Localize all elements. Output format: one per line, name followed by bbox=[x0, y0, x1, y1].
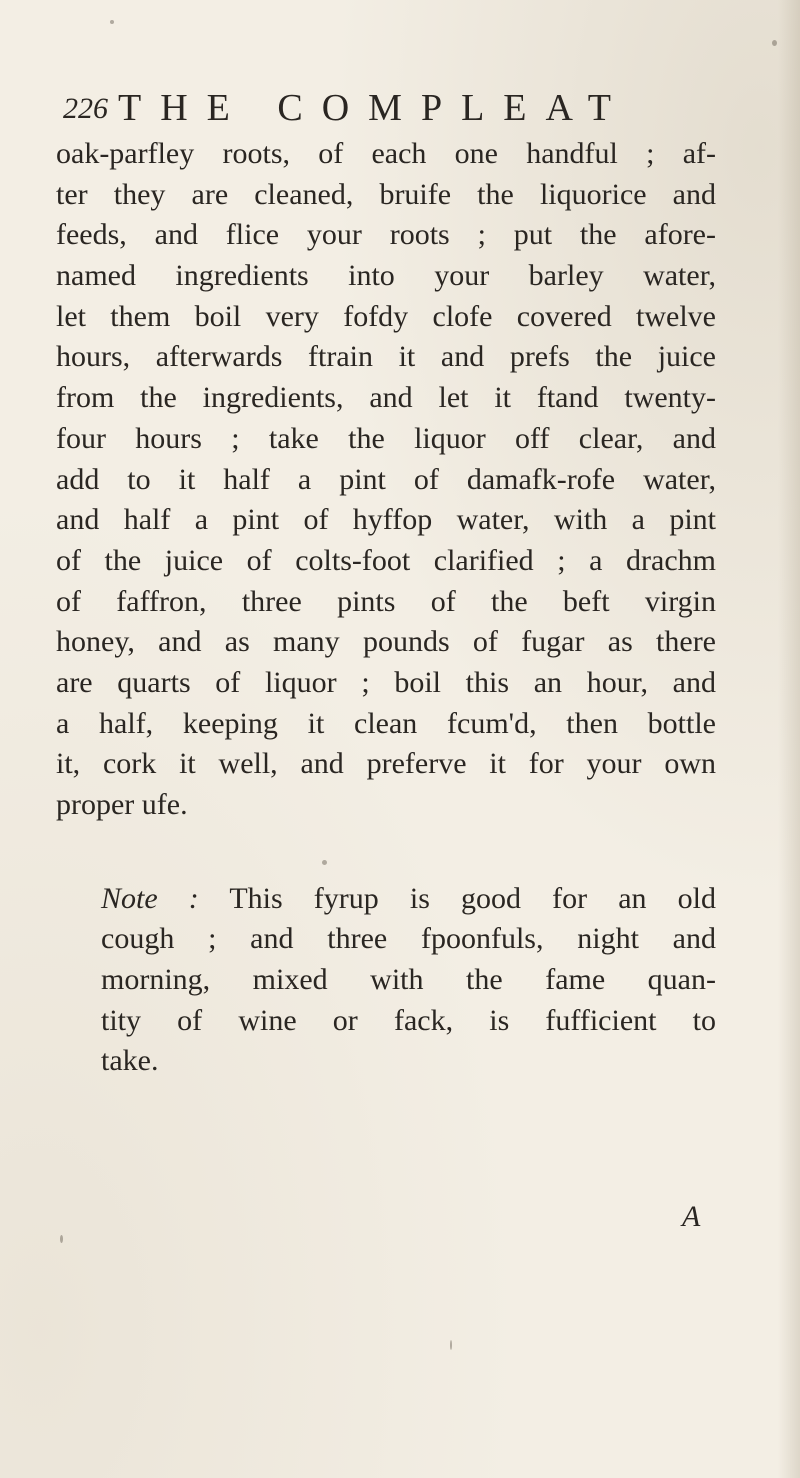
text-line: a half, keeping it clean fcum'd, then bottle bbox=[56, 706, 716, 740]
paragraph-gap bbox=[56, 826, 716, 879]
text-line: named ingredients into your barley water, bbox=[56, 259, 716, 293]
paper-speck bbox=[450, 1340, 452, 1350]
text-line: it, cork it well, and preferve it for your own bbox=[56, 747, 716, 781]
note-line: take. bbox=[101, 1044, 159, 1078]
note-first-line-text: This fyrup is good for an old bbox=[198, 881, 716, 915]
running-head: THE COMPLEAT bbox=[118, 87, 630, 129]
text-line: from the ingredients, and let it ftand twenty- bbox=[56, 381, 716, 415]
note-line: cough ; and three fpoonfuls, night and bbox=[101, 922, 716, 956]
page-header bbox=[63, 86, 683, 130]
text-line: proper ufe. bbox=[56, 788, 188, 821]
text-line: honey, and as many pounds of fugar as there bbox=[56, 625, 716, 659]
paper-speck bbox=[772, 40, 777, 46]
text-line: and half a pint of hyffop water, with a pint bbox=[56, 503, 716, 537]
note-line: tity of wine or fack, is fufficient to bbox=[101, 1003, 716, 1037]
page-number: 226 bbox=[63, 92, 108, 125]
note-label: Note : bbox=[101, 881, 199, 915]
paper-speck bbox=[110, 20, 114, 24]
text-line: four hours ; take the liquor off clear, and bbox=[56, 421, 716, 455]
note-first-line bbox=[56, 879, 716, 920]
paper-speck bbox=[322, 860, 327, 865]
text-line: add to it half a pint of damafk-rofe water, bbox=[56, 462, 716, 496]
recipe-text bbox=[56, 134, 716, 1082]
text-line: let them boil very fofdy clofe covered twelve bbox=[56, 299, 716, 333]
text-line: of faffron, three pints of the beft virgin bbox=[56, 584, 716, 618]
page-edge-shadow bbox=[778, 0, 800, 1478]
paper-speck bbox=[60, 1235, 63, 1243]
text-line: hours, afterwards ftrain it and prefs the juice bbox=[56, 340, 716, 374]
note-line: morning, mixed with the fame quan- bbox=[101, 963, 716, 997]
text-line: feeds, and flice your roots ; put the afore- bbox=[56, 218, 716, 252]
text-line: of the juice of colts-foot clarified ; a drachm bbox=[56, 543, 716, 577]
text-line: oak-parfley roots, of each one handful ; af- bbox=[56, 137, 716, 170]
text-line: ter they are cleaned, bruife the liquorice and bbox=[56, 177, 716, 211]
text-line: are quarts of liquor ; boil this an hour, and bbox=[56, 665, 716, 699]
catchword: A bbox=[682, 1200, 701, 1233]
